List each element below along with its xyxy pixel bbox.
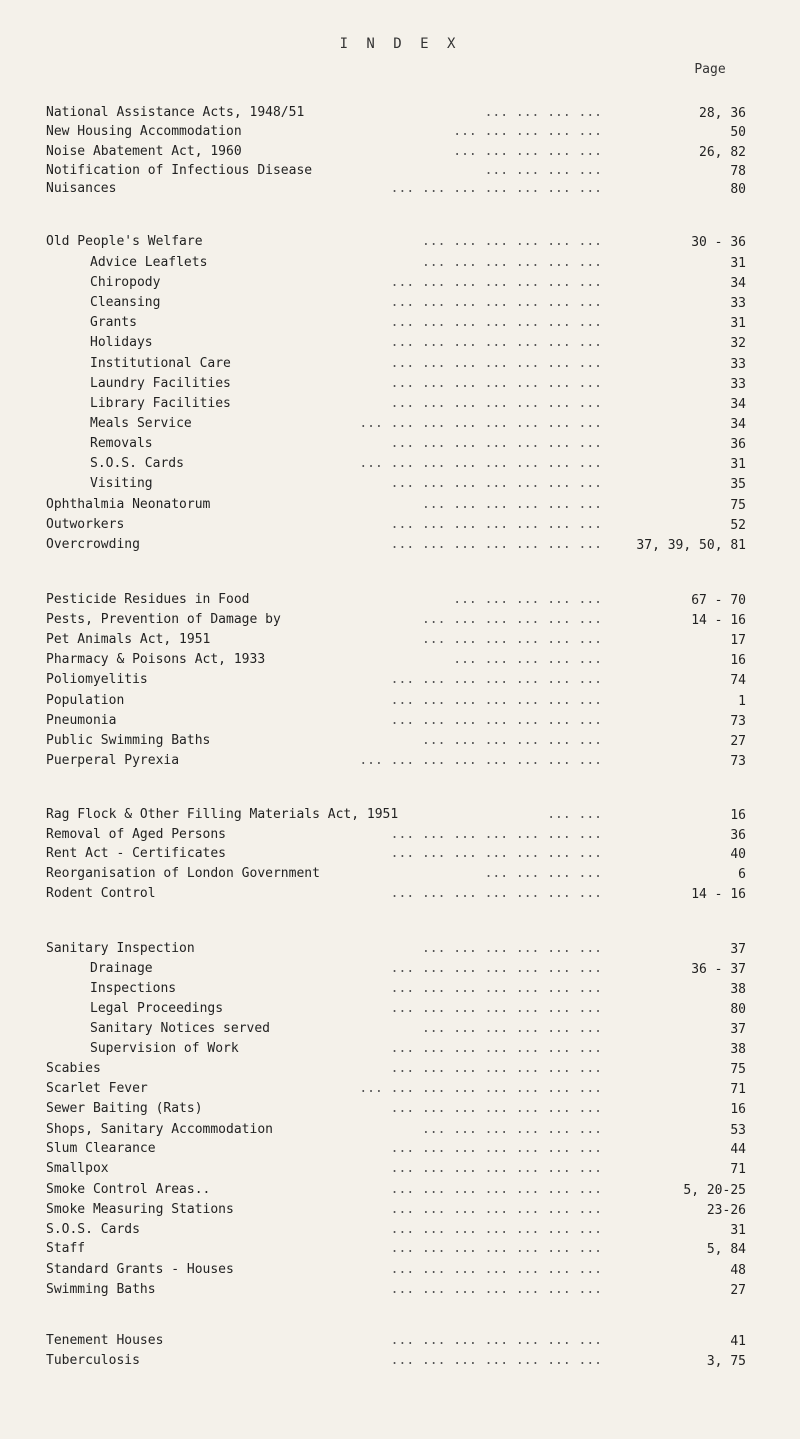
entry-label: Pharmacy & Poisons Act, 1933 xyxy=(46,652,266,667)
index-subentry xyxy=(46,314,776,332)
entry-label: Poliomyelitis xyxy=(46,672,148,687)
leader-dots: ... ... ... ... ... ... ... xyxy=(390,1282,602,1297)
entry-label: Population xyxy=(46,693,125,708)
entry-page-number: 53 xyxy=(730,1123,746,1138)
leader-dots: ... ... ... ... ... ... ... xyxy=(390,1182,602,1197)
index-subentry xyxy=(46,274,776,292)
index-entry xyxy=(46,143,776,161)
entry-label: Standard Grants - Houses xyxy=(46,1262,234,1277)
leader-dots: ... ... ... ... ... ... ... xyxy=(390,827,602,842)
leader-dots: ... ... ... ... ... ... ... xyxy=(390,1001,602,1016)
entry-label: Tuberculosis xyxy=(46,1353,140,1368)
index-entry xyxy=(46,712,776,730)
entry-label: S.O.S. Cards xyxy=(90,456,184,471)
leader-dots: ... ... ... ... ... ... ... xyxy=(390,1262,602,1277)
leader-dots: ... ... ... ... ... ... ... xyxy=(390,1161,602,1176)
entry-label: Sanitary Notices served xyxy=(90,1021,271,1036)
entry-page-number: 41 xyxy=(730,1334,746,1349)
entry-page-number: 80 xyxy=(730,182,746,197)
leader-dots: ... ... ... ... ... ... ... xyxy=(390,181,602,196)
entry-label: Staff xyxy=(46,1241,86,1256)
entry-page-number: 16 xyxy=(730,1102,746,1117)
entry-page-number: 44 xyxy=(730,1142,746,1157)
index-entry xyxy=(46,496,776,514)
leader-dots: ... ... ... ... ... ... ... xyxy=(390,672,602,687)
entry-page-number: 78 xyxy=(730,164,746,179)
entry-page-number: 38 xyxy=(730,1042,746,1057)
entry-page-number: 31 xyxy=(730,1223,746,1238)
entry-label: Tenement Houses xyxy=(46,1333,164,1348)
index-entry xyxy=(46,1121,776,1139)
entry-page-number: 27 xyxy=(730,1283,746,1298)
index-entry xyxy=(46,233,776,251)
entry-page-number: 36 xyxy=(730,437,746,452)
entry-label: Pesticide Residues in Food xyxy=(46,592,250,607)
leader-dots: ... ... ... ... ... ... ... ... xyxy=(359,456,602,471)
leader-dots: ... ... ... ... ... ... ... xyxy=(390,1353,602,1368)
index-subentry xyxy=(46,1040,776,1058)
entry-page-number: 28, 36 xyxy=(699,106,746,121)
index-subentry xyxy=(46,475,776,493)
entry-label: Pet Animals Act, 1951 xyxy=(46,632,211,647)
entry-label: Removal of Aged Persons xyxy=(46,827,227,842)
leader-dots: ... ... ... ... ... ... ... xyxy=(390,846,602,861)
index-entry xyxy=(46,651,776,669)
entry-label: Grants xyxy=(90,315,137,330)
entry-page-number: 1 xyxy=(738,694,746,709)
entry-label: Rent Act - Certificates xyxy=(46,846,227,861)
entry-page-number: 26, 82 xyxy=(699,145,746,160)
leader-dots: ... ... ... ... ... xyxy=(453,652,602,667)
entry-page-number: 80 xyxy=(730,1002,746,1017)
leader-dots: ... ... ... ... ... ... ... xyxy=(390,886,602,901)
index-subentry xyxy=(46,395,776,413)
entry-label: Smallpox xyxy=(46,1161,109,1176)
entry-page-number: 34 xyxy=(730,417,746,432)
leader-dots: ... ... ... ... ... ... ... xyxy=(390,356,602,371)
leader-dots: ... ... ... ... ... ... xyxy=(421,632,602,647)
leader-dots: ... ... ... ... ... ... ... xyxy=(390,1333,602,1348)
index-subentry xyxy=(46,455,776,473)
leader-dots: ... ... ... ... ... ... ... ... xyxy=(359,753,602,768)
entry-page-number: 50 xyxy=(730,125,746,140)
index-entry xyxy=(46,1140,776,1158)
index-entry xyxy=(46,516,776,534)
leader-dots: ... ... ... ... ... xyxy=(453,124,602,139)
index-entry xyxy=(46,885,776,903)
entry-label: Legal Proceedings xyxy=(90,1001,224,1016)
entry-label: Slum Clearance xyxy=(46,1141,156,1156)
entry-label: National Assistance Acts, 1948/51 xyxy=(46,105,305,120)
index-entry xyxy=(46,162,776,180)
leader-dots: ... ... ... ... ... ... ... ... xyxy=(359,416,602,431)
index-subentry xyxy=(46,415,776,433)
entry-page-number: 16 xyxy=(730,653,746,668)
index-subentry xyxy=(46,1000,776,1018)
index-subentry xyxy=(46,960,776,978)
leader-dots: ... ... ... ... ... ... ... xyxy=(390,961,602,976)
entry-page-number: 71 xyxy=(730,1162,746,1177)
entry-label: Smoke Measuring Stations xyxy=(46,1202,234,1217)
leader-dots: ... ... ... ... ... ... ... xyxy=(390,517,602,532)
leader-dots: ... ... ... ... ... ... ... xyxy=(390,1222,602,1237)
index-entry xyxy=(46,940,776,958)
index-entry xyxy=(46,180,776,198)
leader-dots: ... ... ... ... ... ... ... xyxy=(390,713,602,728)
index-entry xyxy=(46,631,776,649)
index-subentry xyxy=(46,980,776,998)
entry-page-number: 33 xyxy=(730,377,746,392)
index-subentry xyxy=(46,294,776,312)
index-entry xyxy=(46,1221,776,1239)
index-entry xyxy=(46,611,776,629)
entry-page-number: 74 xyxy=(730,673,746,688)
leader-dots: ... ... ... ... xyxy=(484,163,602,178)
entry-page-number: 38 xyxy=(730,982,746,997)
index-entry xyxy=(46,865,776,883)
entry-label: Library Facilities xyxy=(90,396,231,411)
entry-page-number: 36 - 37 xyxy=(691,962,746,977)
leader-dots: ... ... xyxy=(547,807,602,822)
entry-label: Old People's Welfare xyxy=(46,234,203,249)
entry-page-number: 6 xyxy=(738,867,746,882)
index-subentry xyxy=(46,254,776,272)
entry-label: Rodent Control xyxy=(46,886,156,901)
index-entry xyxy=(46,1100,776,1118)
entry-page-number: 3, 75 xyxy=(706,1354,746,1369)
entry-label: Drainage xyxy=(90,961,153,976)
leader-dots: ... ... ... ... ... ... xyxy=(421,1021,602,1036)
index-entry xyxy=(46,826,776,844)
page-title: I N D E X xyxy=(339,36,461,52)
index-entry xyxy=(46,845,776,863)
entry-label: Public Swimming Baths xyxy=(46,733,211,748)
entry-page-number: 16 xyxy=(730,808,746,823)
leader-dots: ... ... ... ... xyxy=(484,105,602,120)
entry-page-number: 52 xyxy=(730,518,746,533)
index-entry xyxy=(46,123,776,141)
leader-dots: ... ... ... ... ... ... ... xyxy=(390,537,602,552)
entry-page-number: 36 xyxy=(730,828,746,843)
entry-label: Cleansing xyxy=(90,295,161,310)
index-entry xyxy=(46,806,776,824)
leader-dots: ... ... ... ... ... xyxy=(453,144,602,159)
entry-page-number: 40 xyxy=(730,847,746,862)
leader-dots: ... ... ... ... ... ... xyxy=(421,497,602,512)
entry-page-number: 71 xyxy=(730,1082,746,1097)
leader-dots: ... ... ... ... ... ... ... xyxy=(390,1101,602,1116)
entry-page-number: 31 xyxy=(730,256,746,271)
index-entry xyxy=(46,671,776,689)
entry-label: Reorganisation of London Government xyxy=(46,866,320,881)
entry-label: Removals xyxy=(90,436,153,451)
entry-label: Meals Service xyxy=(90,416,192,431)
entry-page-number: 33 xyxy=(730,296,746,311)
entry-label: Pests, Prevention of Damage by xyxy=(46,612,281,627)
leader-dots: ... ... ... ... ... ... ... xyxy=(390,396,602,411)
entry-page-number: 67 - 70 xyxy=(691,593,746,608)
entry-label: Notification of Infectious Disease xyxy=(46,163,313,178)
entry-label: Ophthalmia Neonatorum xyxy=(46,497,211,512)
leader-dots: ... ... ... ... ... ... xyxy=(421,941,602,956)
entry-page-number: 27 xyxy=(730,734,746,749)
index-subentry xyxy=(46,334,776,352)
leader-dots: ... ... ... ... ... ... ... xyxy=(390,275,602,290)
index-entry xyxy=(46,1352,776,1370)
entry-label: Sanitary Inspection xyxy=(46,941,195,956)
entry-page-number: 5, 20-25 xyxy=(683,1183,746,1198)
index-entry xyxy=(46,591,776,609)
leader-dots: ... ... ... ... ... ... xyxy=(421,612,602,627)
entry-page-number: 32 xyxy=(730,336,746,351)
entry-page-number: 48 xyxy=(730,1263,746,1278)
entry-label: Institutional Care xyxy=(90,356,231,371)
leader-dots: ... ... ... ... ... ... xyxy=(421,733,602,748)
leader-dots: ... ... ... ... ... ... ... ... xyxy=(359,1081,602,1096)
entry-label: Rag Flock & Other Filling Materials Act, 1951 xyxy=(46,807,399,822)
entry-label: Shops, Sanitary Accommodation xyxy=(46,1122,273,1137)
entry-page-number: 14 - 16 xyxy=(691,613,746,628)
entry-label: Scabies xyxy=(46,1061,101,1076)
entry-page-number: 75 xyxy=(730,498,746,513)
leader-dots: ... ... ... ... xyxy=(484,866,602,881)
leader-dots: ... ... ... ... ... ... ... xyxy=(390,1141,602,1156)
leader-dots: ... ... ... ... ... ... ... xyxy=(390,981,602,996)
entry-label: Pneumonia xyxy=(46,713,117,728)
entry-page-number: 30 - 36 xyxy=(691,235,746,250)
entry-label: Visiting xyxy=(90,476,153,491)
entry-label: Noise Abatement Act, 1960 xyxy=(46,144,242,159)
entry-page-number: 31 xyxy=(730,316,746,331)
index-entry xyxy=(46,1160,776,1178)
entry-label: New Housing Accommodation xyxy=(46,124,242,139)
index-entry xyxy=(46,1332,776,1350)
entry-label: Holidays xyxy=(90,335,153,350)
leader-dots: ... ... ... ... ... ... xyxy=(421,1122,602,1137)
index-entry xyxy=(46,1060,776,1078)
entry-label: Supervision of Work xyxy=(90,1041,239,1056)
page-column-header: Page xyxy=(694,62,726,77)
entry-label: Chiropody xyxy=(90,275,161,290)
index-subentry xyxy=(46,375,776,393)
entry-page-number: 73 xyxy=(730,754,746,769)
entry-page-number: 75 xyxy=(730,1062,746,1077)
entry-page-number: 34 xyxy=(730,276,746,291)
entry-page-number: 17 xyxy=(730,633,746,648)
index-entry xyxy=(46,104,776,122)
leader-dots: ... ... ... ... ... ... ... xyxy=(390,1202,602,1217)
index-entry xyxy=(46,1201,776,1219)
entry-label: Sewer Baiting (Rats) xyxy=(46,1101,203,1116)
entry-page-number: 37 xyxy=(730,1022,746,1037)
leader-dots: ... ... ... ... ... ... ... xyxy=(390,295,602,310)
index-entry xyxy=(46,1281,776,1299)
leader-dots: ... ... ... ... ... ... ... xyxy=(390,1041,602,1056)
entry-label: Scarlet Fever xyxy=(46,1081,148,1096)
entry-page-number: 31 xyxy=(730,457,746,472)
index-entry xyxy=(46,1080,776,1098)
entry-page-number: 37 xyxy=(730,942,746,957)
entry-page-number: 34 xyxy=(730,397,746,412)
entry-page-number: 33 xyxy=(730,357,746,372)
entry-page-number: 73 xyxy=(730,714,746,729)
leader-dots: ... ... ... ... ... ... ... xyxy=(390,335,602,350)
leader-dots: ... ... ... ... ... ... ... xyxy=(390,1241,602,1256)
entry-label: Swimming Baths xyxy=(46,1282,156,1297)
leader-dots: ... ... ... ... ... xyxy=(453,592,602,607)
entry-label: Laundry Facilities xyxy=(90,376,231,391)
leader-dots: ... ... ... ... ... ... ... xyxy=(390,376,602,391)
index-entry xyxy=(46,692,776,710)
index-entry xyxy=(46,732,776,750)
index-entry xyxy=(46,752,776,770)
index-entry xyxy=(46,1261,776,1279)
index-subentry xyxy=(46,355,776,373)
entry-page-number: 5, 84 xyxy=(706,1242,746,1257)
entry-label: Outworkers xyxy=(46,517,125,532)
leader-dots: ... ... ... ... ... ... ... xyxy=(390,315,602,330)
entry-page-number: 37, 39, 50, 81 xyxy=(636,538,746,553)
entry-label: S.O.S. Cards xyxy=(46,1222,140,1237)
entry-page-number: 23-26 xyxy=(706,1203,746,1218)
entry-label: Smoke Control Areas.. xyxy=(46,1182,211,1197)
leader-dots: ... ... ... ... ... ... ... xyxy=(390,693,602,708)
index-entry xyxy=(46,1181,776,1199)
entry-label: Advice Leaflets xyxy=(90,255,208,270)
leader-dots: ... ... ... ... ... ... xyxy=(421,234,602,249)
index-entry xyxy=(46,536,776,554)
entry-label: Inspections xyxy=(90,981,177,996)
leader-dots: ... ... ... ... ... ... ... xyxy=(390,1061,602,1076)
entry-page-number: 14 - 16 xyxy=(691,887,746,902)
entry-page-number: 35 xyxy=(730,477,746,492)
index-subentry xyxy=(46,435,776,453)
leader-dots: ... ... ... ... ... ... xyxy=(421,255,602,270)
leader-dots: ... ... ... ... ... ... ... xyxy=(390,476,602,491)
entry-label: Puerperal Pyrexia xyxy=(46,753,180,768)
index-subentry xyxy=(46,1020,776,1038)
entry-label: Nuisances xyxy=(46,181,117,196)
leader-dots: ... ... ... ... ... ... ... xyxy=(390,436,602,451)
entry-label: Overcrowding xyxy=(46,537,140,552)
index-entry xyxy=(46,1240,776,1258)
